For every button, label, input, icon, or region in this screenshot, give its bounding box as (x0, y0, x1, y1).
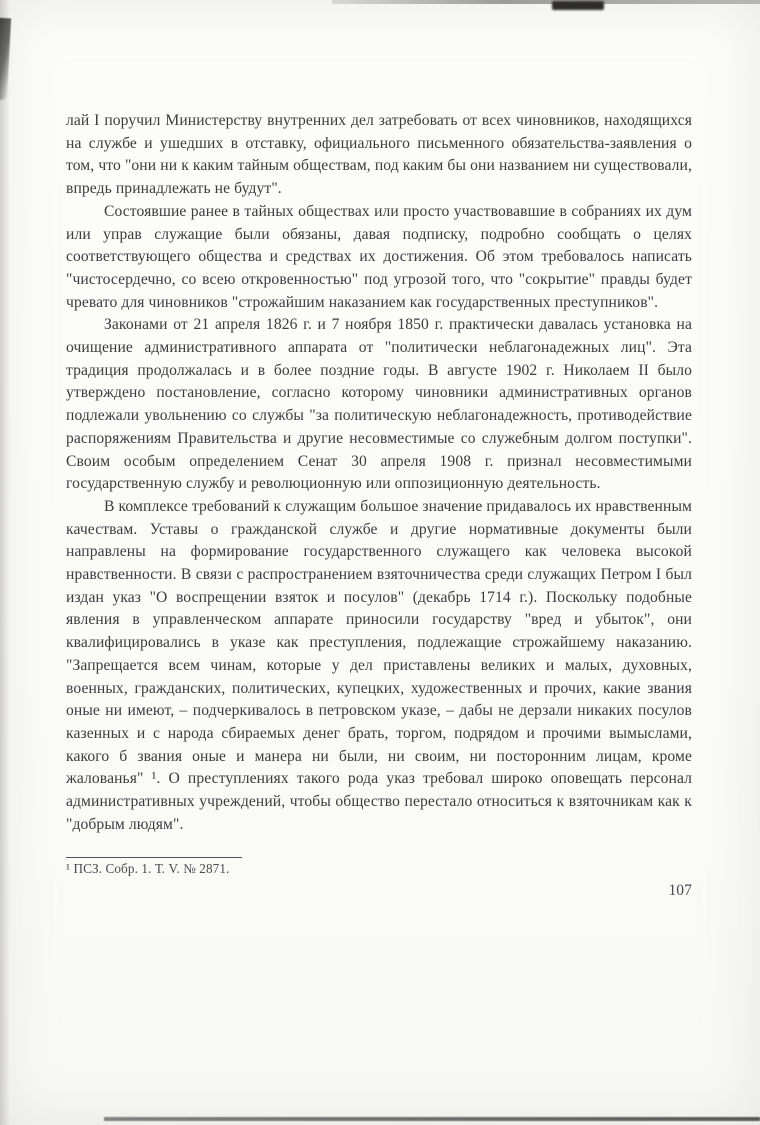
scan-artifact-top-edge (332, 0, 760, 4)
paragraph: В комплексе требований к служащим большое значение придавалось их нравственным качествам. Уставы о гражданской службе и другие нормативные документы были направлены на формирование государственного служащего как человека высокой нравственности. В связи с распространением взяточничества среди служащих Петром I был издан указ "О воспрещении взяток и посулов" (декабрь 1714 г.). Поскольку подобные явления в управленческом аппарате приносили государству "вред и убыток", они квалифицировались в указе как преступления, подлежащие строжайшему наказанию. "Запрещается всем чинам, которые у дел приставлены великих и малых, духовных, военных, гражданских, политических, купецких, художественных и прочих, какие звания оные ни имеют, – подчеркивалось в петровском указе, – дабы не дерзали никаких посулов казенных и с народа сбираемых денег брать, торгом, подрядом и прочими вымыслами, какого б звания оные и манера ни были, ни своим, ни посторонним лицам, кроме жалованья" ¹. О преступлениях такого рода указ требовал широко оповещать персонал административных учреждений, чтобы общество перестало относиться к взяточникам как к "добрым людям". (66, 497, 692, 833)
footnote: ¹ ПСЗ. Собр. 1. Т. V. № 2871. (66, 860, 230, 876)
page-number: 107 (668, 882, 692, 900)
text-block (66, 110, 692, 903)
paragraph: Законами от 21 апреля 1826 г. и 7 ноября 1850 г. практически давалась установка на очищение административного аппарата от "политически неблагонадежных лиц". Эта традиция продолжалась и в более поздние годы. В августе 1902 г. Николаем II было утверждено постановление, согласно которому чиновники административных органов подлежали увольнению со службы "за политическую неблагонадежность, противодействие распоряжениям Правительства и другие несовместимые со служебным долгом поступки". Своим особым определением Сенат 30 апреля 1908 г. признал несовместимыми государственную службу и революционную или оппозиционную деятельность. (66, 316, 692, 493)
scan-artifact-top-left-corner (0, 18, 11, 101)
scan-artifact-top-mark (552, 1, 604, 10)
paragraph: Состоявшие ранее в тайных обществах или просто участвовавшие в собраниях их дум или управ служащие были обязаны, давая подписку, подробно сообщать о целях соответствующего общества и средствах их достижения. Об этом требовалось написать "чистосердечно, со всею откровенностью" под угрозой того, что "сокрытие" правды будет чревато для чиновников "строжайшим наказанием как государственных преступников". (66, 202, 692, 311)
paragraph-continuation: лай I поручил Министерству внутренних дел затребовать от всех чиновников, находящихся на службе и ушедших в отставку, официального письменного обязательства-заявления о том, что "они ни к каким тайным обществам, под каким бы они названием ни существовали, впредь принадлежать не будут". (66, 112, 692, 198)
scan-artifact-bottom-edge (104, 1117, 760, 1121)
scan-edge-shadow-left (0, 0, 10, 1125)
